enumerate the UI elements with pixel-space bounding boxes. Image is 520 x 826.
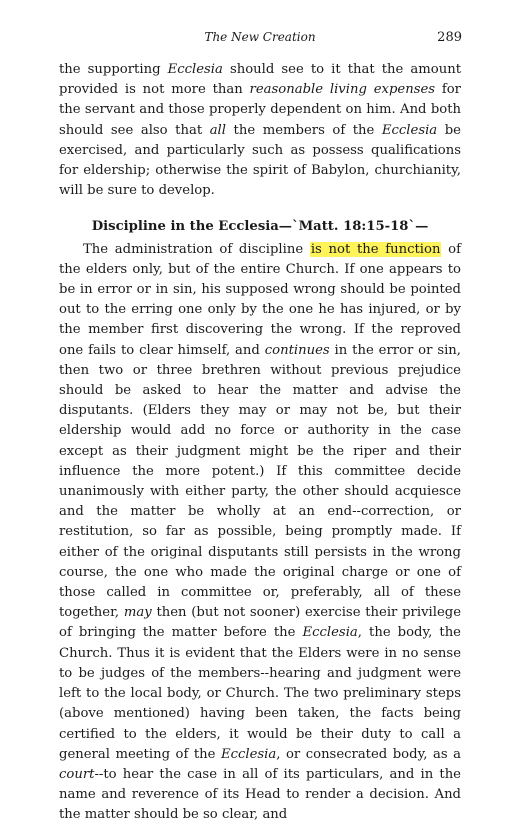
section-heading: Discipline in the Ecclesia—`Matt. 18:15-18`— xyxy=(91,219,429,235)
highlighted-text[interactable]: is not the function xyxy=(310,241,441,257)
paragraph-continuation: the supporting Ecclesia should see to it that the amount provided is not more than reasonable living expenses for the servant and those properly dependent on him. And both should see also that all the members of the Ecclesia be exercised, and particularly such as possess qualifications for eldership; otherwise the spirit of Babylon, churchianity, will be sure to develop. xyxy=(59,62,461,199)
paragraph-discipline: The administration of discipline is not the function of the elders only, but of the entire Church. If one appears to be in error or in sin, his supposed wrong should be pointed out to the erring one only by the one he has injured, or by the member first discovering the wrong. If the reproved one fails to clear himself, and continues in the error or sin, then two or three brethren without previous prejudice should be asked to hear the matter and advise the disputants. (Elders they may or may not be, but their eldership would add no force or authority in the case except as their judgment might be the riper and their influence the more potent.) If this committee decide unanimously with either party, the other should acquiesce and the matter be wholly at an end--correction, or restitution, so far as possible, being promptly made. If either of the original disputants still persists in the wrong course, the one who made the original charge or one of those called in committee or, preferably, all of these together, may then (but not sooner) exercise their privilege of bringing the matter before the Ecclesia, the body, the Church. Thus it is evident that the Elders were in no sense to be judges of the members--hearing and judgment were left to the local body, or Church. The two preliminary steps (above mentioned) having been taken, the facts being certified to the elders, it would be their duty to call a general meeting of the Ecclesia, or consecrated body, as a court--to hear the case in all of its particulars, and in the name and reverence of its Head to render a decision. And the matter should be so clear, and xyxy=(59,241,462,823)
running-head xyxy=(0,30,520,48)
body-text xyxy=(59,60,461,826)
running-title: The New Creation xyxy=(204,30,316,44)
page-number: 289 xyxy=(437,30,462,45)
